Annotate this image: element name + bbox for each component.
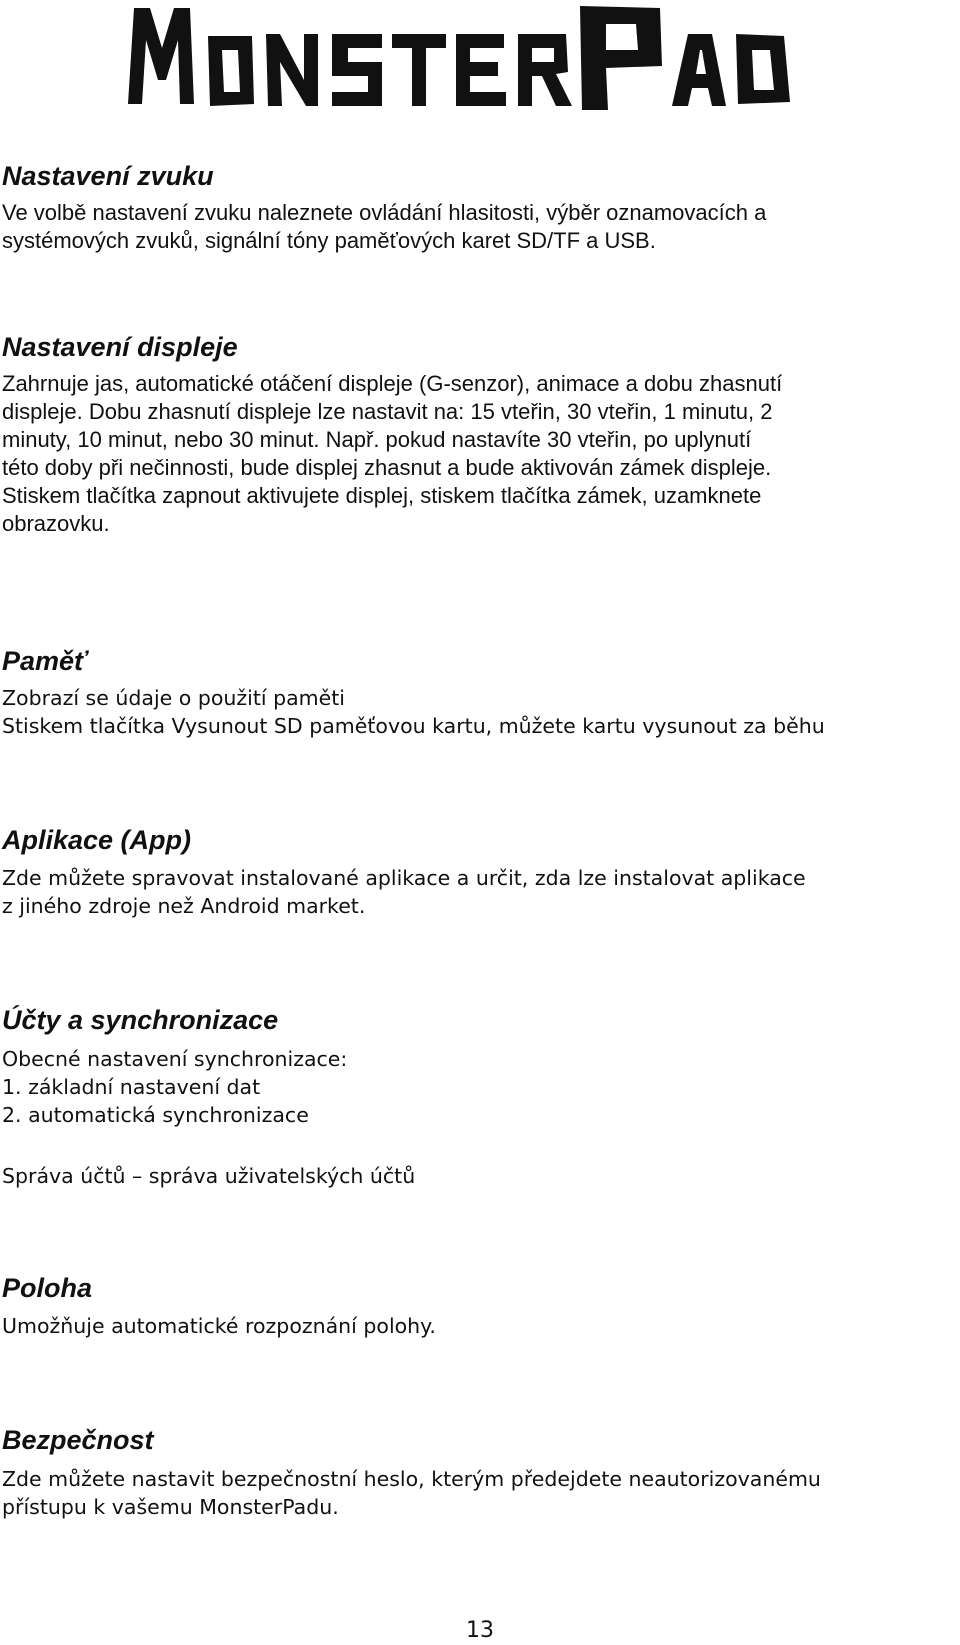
text-line: Zde můžete spravovat instalované aplikace a určit, zda lze instalovat aplikace — [2, 866, 806, 890]
text-line: Ve volbě nastavení zvuku naleznete ovládání hlasitosti, výběr oznamovacích a — [2, 200, 767, 225]
text-line: Zobrazí se údaje o použití paměti — [2, 686, 345, 710]
text-line: 2. automatická synchronizace — [2, 1103, 309, 1127]
section-heading-ucty: Účty a synchronizace — [2, 1005, 279, 1035]
section-text-bezpecnost — [2, 1465, 821, 1521]
text-line: obrazovku. — [2, 511, 110, 536]
text-line: 1. základní nastavení dat — [2, 1075, 261, 1099]
section-text-ucty — [2, 1045, 347, 1129]
section-heading-pamet: Paměť — [2, 646, 87, 676]
section-text-poloha — [2, 1312, 436, 1340]
text-line: Zde můžete nastavit bezpečnostní heslo, kterým předejdete neautorizovanému — [2, 1467, 821, 1491]
text-line: přístupu k vašemu MonsterPadu. — [2, 1495, 339, 1519]
section-text-zvuk — [2, 199, 766, 255]
section-text-pamet — [2, 684, 825, 740]
section-heading-zvuk: Nastavení zvuku — [2, 161, 214, 191]
text-line: systémových zvuků, signální tóny paměťových karet SD/TF a USB. — [2, 228, 656, 253]
text-line: Stiskem tlačítka zapnout aktivujete displej, stiskem tlačítka zámek, uzamknete — [2, 483, 762, 508]
text-line: Stiskem tlačítka Vysunout SD paměťovou kartu, můžete kartu vysunout za běhu — [2, 714, 825, 738]
section-text-aplikace — [2, 864, 806, 920]
section-heading-poloha: Poloha — [2, 1273, 93, 1303]
text-line: minuty, 10 minut, nebo 30 minut. Např. pokud nastavíte 30 vteřin, po uplynutí — [2, 427, 752, 452]
text-line: z jiného zdroje než Android market. — [2, 894, 366, 918]
text-line: Správa účtů – správa uživatelských účtů — [2, 1164, 416, 1188]
text-line: displeje. Dobu zhasnutí displeje lze nastavit na: 15 vteřin, 30 vteřin, 1 minutu, 2 — [2, 399, 773, 424]
section-text-displej — [2, 370, 782, 538]
section-heading-displej: Nastavení displeje — [2, 332, 238, 362]
text-line: této doby při nečinnosti, bude displej zhasnut a bude aktivován zámek displeje. — [2, 455, 772, 480]
monsterpad-logo — [120, 0, 840, 120]
section-heading-bezpecnost: Bezpečnost — [2, 1425, 154, 1455]
text-line: Umožňuje automatické rozpoznání polohy. — [2, 1314, 436, 1338]
page-number: 13 — [466, 1618, 494, 1643]
section-heading-aplikace: Aplikace (App) — [2, 825, 192, 855]
text-line: Obecné nastavení synchronizace: — [2, 1047, 348, 1071]
text-line: Zahrnuje jas, automatické otáčení displeje (G-senzor), animace a dobu zhasnutí — [2, 371, 783, 396]
section-text-ucty-sprava — [2, 1162, 415, 1190]
